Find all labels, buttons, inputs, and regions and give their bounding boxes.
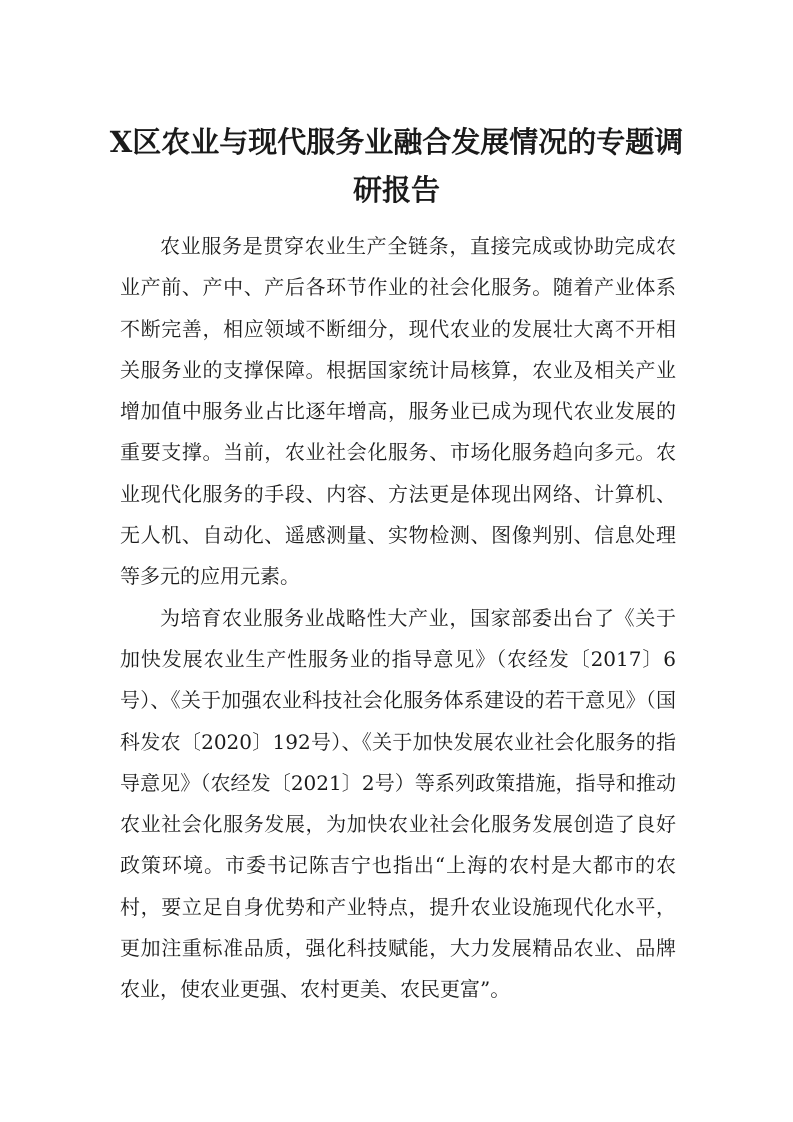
paragraph: 农业服务是贯穿农业生产全链条，直接完成或协助完成农业产前、产中、产后各环节作业的社会化服务。随着产业体系不断完善，相应领域不断细分，现代农业的发展壮大离不开相关服务业的支撑保障。根据国家统计局核算，农业及相关产业增加值中服务业占比逐年增高，服务业已成为现代农业发展的重要支撑。当前，农业社会化服务、市场化服务趋向多元。农业现代化服务的手段、内容、方法更是体现出网络、计算机、无人机、自动化、遥感测量、实物检测、图像判别、信息处理等多元的应用元素。 [120,234,676,589]
document-title: X区农业与现代服务业融合发展情况的专题调研报告 [109,125,684,207]
document-body [120,226,676,1011]
paragraph: 为培育农业服务业战略性大产业，国家部委出台了《关于加快发展农业生产性服务业的指导意见》（农经发〔2017〕6号）、《关于加强农业科技社会化服务体系建设的若干意见》（国科发农〔2020〕192号）、《关于加快发展农业社会化服务的指导意见》（农经发〔2021〕2号）等系列政策措施，指导和推动农业社会化服务发展，为加快农业社会化服务发展创造了良好政策环境。市委书记陈吉宁也指出“上海的农村是大都市的农村，要立足自身优势和产业特点，提升农业设施现代化水平，更加注重标准品质，强化科技赋能，大力发展精品农业、品牌农业，使农业更强、农村更美、农民更富”。 [120,605,676,1002]
